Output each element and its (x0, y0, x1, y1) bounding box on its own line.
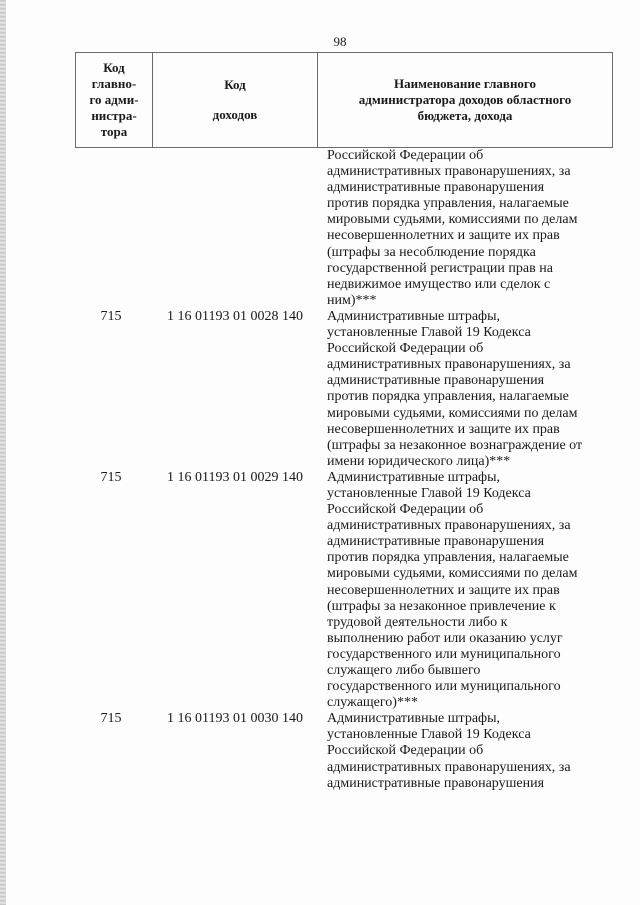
scan-edge (0, 0, 6, 905)
income-name-line: Административные штрафы, (327, 469, 501, 485)
header-income-code-top: Код (224, 77, 246, 92)
income-name-line: административных правонарушениях, за (327, 518, 571, 534)
table-row (75, 148, 615, 309)
table-row (75, 711, 615, 791)
admin-code-cell: 715 (100, 469, 122, 485)
header-name-line: бюджета, дохода (417, 108, 513, 123)
header-admin-line: главно- (91, 76, 137, 91)
income-name-line: административные правонарушения (327, 373, 545, 389)
income-name-line: административных правонарушениях, за (327, 357, 571, 373)
income-name-line: государственной регистрации прав на (327, 260, 553, 276)
income-name-line: Российской Федерации об (327, 148, 484, 163)
admin-code-cell: 715 (100, 308, 122, 324)
income-name-line: административные правонарушения (327, 180, 545, 196)
income-name-line: против порядка управления, налагаемые (327, 196, 569, 212)
income-name-line: административных правонарушениях, за (327, 759, 571, 775)
income-name-line: Российской Федерации об (327, 502, 484, 518)
income-name-line: установленные Главой 19 Кодекса (327, 485, 531, 501)
header-income-code-bottom: доходов (212, 107, 258, 122)
income-name-line: выполнению работ или оказанию услуг (327, 630, 563, 646)
income-name-line: недвижимое имущество или сделок с (327, 276, 551, 292)
header-admin-code (76, 53, 153, 148)
income-name-line: Российской Федерации об (327, 341, 484, 357)
header-admin-line: го адми- (89, 92, 139, 107)
income-name-cell (323, 470, 615, 711)
income-name-line: установленные Главой 19 Кодекса (327, 325, 531, 341)
income-name-line: (штрафы за несоблюдение порядка (327, 244, 536, 260)
income-name-line: несовершеннолетних и защите их прав (327, 228, 560, 244)
income-name-line: имени юридического лица)*** (327, 453, 511, 469)
income-name-line: несовершеннолетних и защите их прав (327, 421, 560, 437)
page-number: 98 (333, 34, 347, 49)
income-code-cell (147, 148, 323, 309)
income-name-line: (штрафы за незаконное вознаграждение от (327, 437, 583, 453)
table-row (75, 470, 615, 711)
income-name-line: административные правонарушения (327, 534, 545, 550)
income-name-line: государственного или муниципального (327, 646, 561, 662)
income-name-line: государственного или муниципального (327, 679, 561, 695)
table-body (75, 148, 615, 792)
income-name-cell (323, 309, 615, 470)
header-name-line: администратора доходов областного (358, 92, 572, 107)
income-name-line: служащего либо бывшего (327, 663, 481, 678)
income-code-cell: 1 16 01193 01 0030 140 (167, 711, 303, 727)
income-code-cell: 1 16 01193 01 0028 140 (167, 308, 303, 324)
table-header (75, 52, 613, 148)
income-name-line: против порядка управления, налагаемые (327, 550, 569, 566)
admin-code-cell: 715 (100, 711, 122, 727)
income-name-line: ним)*** (327, 292, 377, 308)
header-income-code (153, 53, 318, 148)
admin-code-cell (75, 148, 147, 309)
income-name-cell (323, 148, 615, 309)
income-name-line: Административные штрафы, (327, 711, 501, 727)
income-name-line: служащего)*** (327, 695, 418, 711)
header-name-line: Наименование главного (393, 76, 537, 91)
income-name-line: трудовой деятельности либо к (327, 614, 508, 630)
income-code-cell: 1 16 01193 01 0029 140 (167, 469, 303, 485)
header-admin-line: нистра- (91, 108, 137, 123)
income-name-line: несовершеннолетних и защите их прав (327, 582, 560, 598)
table-row (75, 309, 615, 470)
income-name-line: административные правонарушения (327, 775, 545, 791)
income-name-line: мировыми судьями, комиссиями по делам (327, 405, 578, 421)
income-name-line: Российской Федерации об (327, 743, 484, 759)
header-admin-line: тора (100, 124, 128, 139)
income-name-line: Административные штрафы, (327, 308, 501, 324)
income-name-cell (323, 711, 615, 791)
income-name-line: (штрафы за незаконное привлечение к (327, 598, 556, 614)
income-name-line: мировыми судьями, комиссиями по делам (327, 212, 578, 228)
header-name (318, 53, 613, 148)
income-name-line: против порядка управления, налагаемые (327, 389, 569, 405)
income-name-line: административных правонарушениях, за (327, 164, 571, 180)
income-name-line: установленные Главой 19 Кодекса (327, 727, 531, 743)
income-name-line: мировыми судьями, комиссиями по делам (327, 566, 578, 582)
header-admin-line: Код (103, 60, 125, 75)
